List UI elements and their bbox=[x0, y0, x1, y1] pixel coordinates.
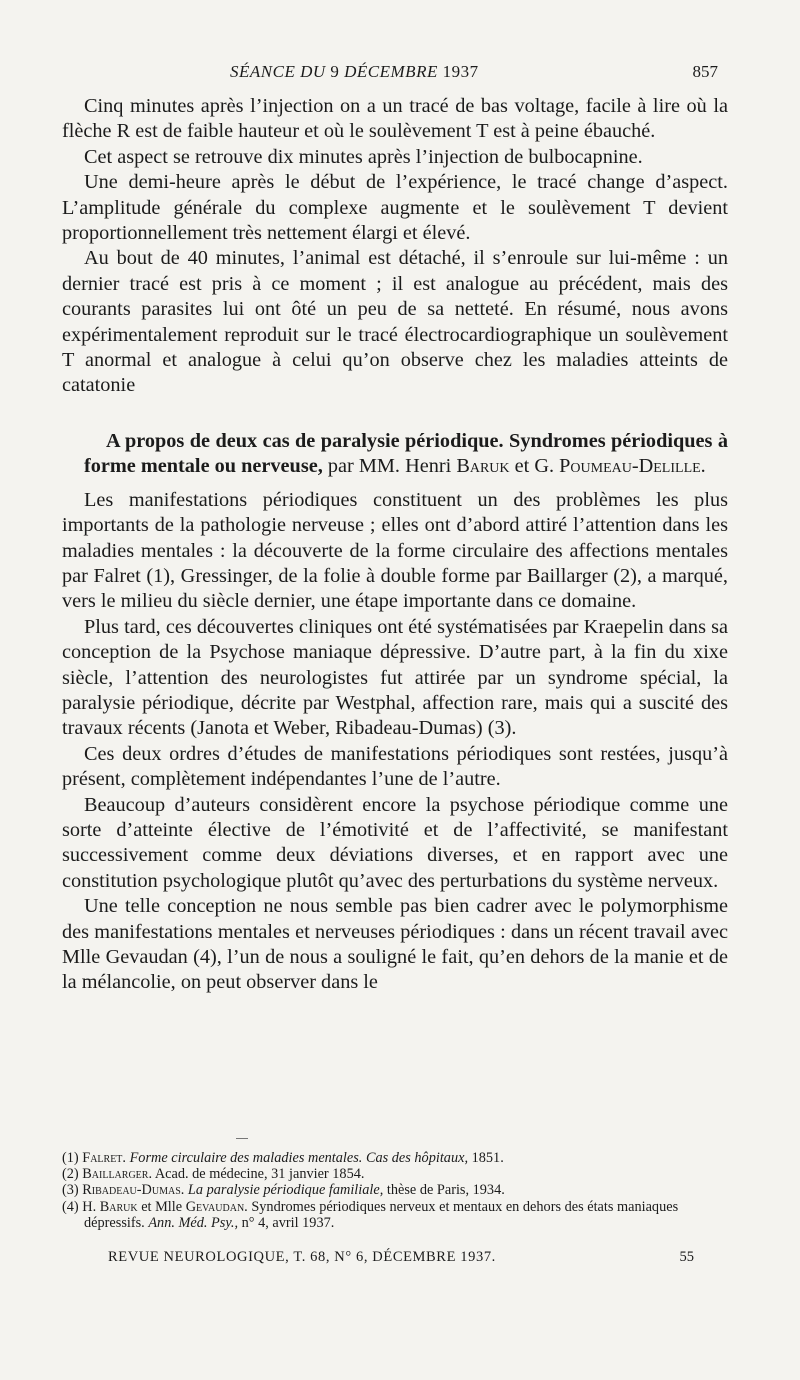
footnote-4-author-2: Gevaudan. bbox=[185, 1198, 248, 1215]
footer-journal: REVUE NEUROLOGIQUE, T. 68, N° 6, DÉCEMBRE 1937. bbox=[108, 1249, 496, 1265]
footnote-3-mark: (3) bbox=[62, 1182, 79, 1199]
footnote-1-year: 1851. bbox=[471, 1150, 504, 1166]
paragraph-7: Ces deux ordres d’études de manifestations périodiques sont restées, jusqu’à présent, complètement indépendantes l’une de l’autre. bbox=[62, 742, 728, 791]
footer-number: 55 bbox=[679, 1249, 694, 1265]
header-month: DÉCEMBRE bbox=[344, 62, 438, 81]
heading-author-2: Poumeau-Delille. bbox=[559, 455, 706, 478]
footnote-4-mark: (4) bbox=[62, 1198, 79, 1215]
footnote-4-author-1: H. Baruk bbox=[82, 1198, 138, 1215]
footnote-4-and: et bbox=[141, 1198, 152, 1215]
footnote-1-mark: (1) bbox=[62, 1150, 79, 1166]
footnotes bbox=[62, 1150, 728, 1231]
footnote-2-author: Baillarger. bbox=[82, 1166, 153, 1183]
header-day: 9 bbox=[330, 62, 340, 81]
footnote-4-mlle: Mlle bbox=[155, 1198, 183, 1215]
footnote-1-author: Falret. bbox=[82, 1150, 126, 1166]
footnote-4-text: Syndromes périodiques nerveux et mentaux en dehors des états maniaques dépressifs. bbox=[84, 1198, 679, 1231]
footnote-2 bbox=[62, 1166, 728, 1182]
heading-title: A propos de deux cas de paralysie périodique. Syndromes périodiques à forme mentale ou nerveuse, bbox=[84, 429, 728, 478]
paragraph-6: Plus tard, ces découvertes cliniques ont été systématisées par Kraepelin dans sa conception de la Psychose maniaque dépressive. D’autre part, à la fin du xixe siècle, l’attention des neurologistes fut attirée par un syndrome spécial, la paralysie périodique, décrite par Westphal, affection rare, mais qui a suscité des travaux récents (Janota et Weber, Ribadeau-Dumas) (3). bbox=[62, 615, 728, 740]
footnote-1-title: Forme circulaire des maladies mentales. Cas des hôpitaux, bbox=[129, 1150, 469, 1166]
footnote-4 bbox=[62, 1199, 728, 1231]
paragraph-3: Une demi-heure après le début de l’expérience, le tracé change d’aspect. L’amplitude générale du complexe augmente et le soulèvement T devient proportionnellement très nettement élargi et élevé. bbox=[62, 171, 728, 245]
header-prefix: SÉANCE DU bbox=[230, 62, 326, 81]
footnote-4-journal: Ann. Méd. Psy., bbox=[148, 1214, 239, 1231]
footnote-3-text: thèse de Paris, 1934. bbox=[386, 1182, 505, 1199]
running-header bbox=[0, 62, 800, 86]
footnote-rule bbox=[236, 1138, 248, 1139]
paragraph-1: Cinq minutes après l’injection on a un tracé de bas voltage, facile à lire où la flèche R est de faible hauteur et où le soulèvement T est à peine ébauché. bbox=[62, 95, 728, 143]
heading-by: par MM. Henri bbox=[327, 455, 452, 478]
body-text bbox=[62, 94, 728, 996]
page-number: 857 bbox=[692, 62, 718, 81]
footnote-1 bbox=[62, 1150, 728, 1166]
heading-and: et G. bbox=[514, 455, 555, 478]
footnote-3-author: Ribadeau-Dumas. bbox=[82, 1182, 185, 1199]
paragraph-5: Les manifestations périodiques constituent un des problèmes les plus importants de la pathologie nerveuse ; elles ont d’abord attiré l’attention dans les maladies mentales : la découverte de la forme circulaire des affections mentales par Falret (1), Gressinger, de la folie à double forme par Baillarger (2), a marqué, vers le milieu du siècle dernier, une étape importante dans ce domaine. bbox=[62, 488, 728, 613]
header-title bbox=[230, 62, 479, 82]
heading-author-1: Baruk bbox=[456, 455, 510, 478]
footnote-3 bbox=[62, 1182, 728, 1198]
footnote-4-issue: n° 4, avril 1937. bbox=[241, 1214, 335, 1231]
header-year: 1937 bbox=[442, 62, 479, 81]
paragraph-4: Au bout de 40 minutes, l’animal est détaché, il s’enroule sur lui-même : un dernier tracé est pris à ce moment ; il est analogue au précédent, mais des courants parasites lui ont ôté un peu de sa netteté. En résumé, nous avons expérimentalement reproduit sur le tracé électrocardiographique un soulèvement T anormal et analogue à celui qu’on observe chez les maladies atteints de catatonie bbox=[62, 247, 728, 397]
paragraph-2: Cet aspect se retrouve dix minutes après l’injection de bulbocapnine. bbox=[84, 145, 643, 168]
paragraph-8: Beaucoup d’auteurs considèrent encore la psychose périodique comme une sorte d’atteinte élective de l’émotivité et de l’affectivité, se manifestant successivement comme deux déviations diverses, et en rapport avec une constitution psychologique plutôt qu’avec des perturbations du système nerveux. bbox=[62, 793, 728, 892]
article-heading bbox=[62, 429, 728, 480]
paragraph-9: Une telle conception ne nous semble pas bien cadrer avec le polymorphisme des manifestations mentales et nerveuses périodiques : dans un récent travail avec Mlle Gevaudan (4), l’un de nous a souligné le fait, qu’en dehors de la manie et de la mélancolie, on peut observer dans le bbox=[62, 895, 728, 994]
footnote-3-title: La paralysie périodique familiale, bbox=[187, 1182, 384, 1199]
footnote-2-mark: (2) bbox=[62, 1166, 79, 1183]
footnote-2-text: Acad. de médecine, 31 janvier 1854. bbox=[154, 1166, 365, 1183]
